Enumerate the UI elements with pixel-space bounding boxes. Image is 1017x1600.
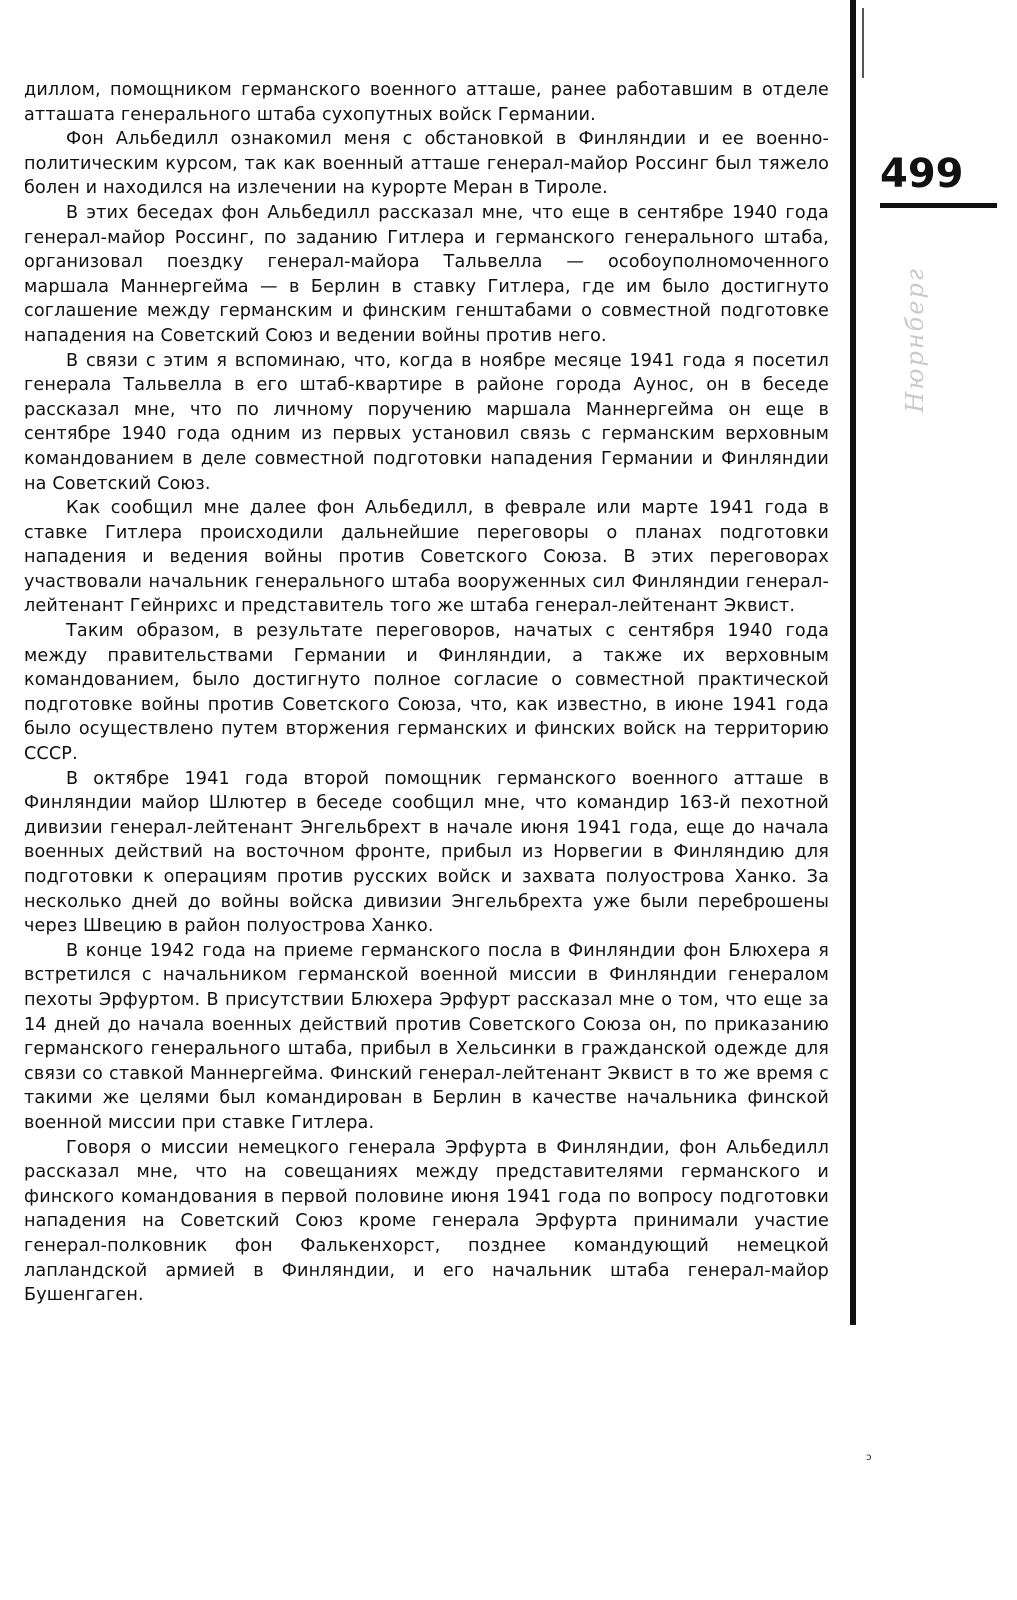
- paragraph-4: В связи с этим я вспоминаю, что, когда в ноябре месяце 1941 года я посетил генерала Тальвелла в его штаб-квартире в районе города Аунос, он в беседе рассказал мне, что по личному поручению маршала Маннергейма он еще в сентябре 1940 года одним из первых установил связь с германским верховным командованием в деле совместной подготовки нападения Германии и Финляндии на Советский Союз.: [24, 350, 829, 494]
- margin-top-rule: [862, 8, 864, 78]
- page-body-text: [24, 78, 829, 1308]
- paragraph-5: Как сообщил мне далее фон Альбедилл, в феврале или марте 1941 года в ставке Гитлера происходили дальнейшие переговоры о планах подготовки нападения и ведения войны против Советского Союза. В этих переговорах участвовали начальник генерального штаба вооруженных сил Финляндии генерал-лейтенант Гейнрихс и представитель того же штаба генерал-лейтенант Эквист.: [24, 498, 829, 617]
- paragraph-1: диллом, помощником германского военного атташе, ранее работавшим в отделе атташата генерального штаба сухопутных войск Германии.: [24, 80, 829, 125]
- paragraph-9: Говоря о миссии немецкого генерала Эрфурта в Финляндии, фон Альбедилл рассказал мне, что на совещаниях между представителями германского и финского командования в первой половине июня 1941 года по вопросу подготовки нападения на Советский Союз кроме генерала Эрфурта принимали участие генерал-полковник фон Фалькенхорст, позднее командующий немецкой лапландской армией в Финляндии, и его начальник штаба генерал-майор Бушенгаген.: [24, 1137, 829, 1306]
- paragraph-3: В этих беседах фон Альбедилл рассказал мне, что еще в сентябре 1940 года генерал-майор Россинг, по заданию Гитлера и германского генерального штаба, организовал поездку генерал-майора Тальвелла — особоуполномоченного маршала Маннергейма — в Берлин в ставку Гитлера, где им было достигнуто соглашение между германским и финским генштабами о совместной подготовке нападения на Советский Союз и ведении войны против него.: [24, 202, 829, 346]
- running-head-text: Нюрнберг: [901, 267, 929, 413]
- paragraph-8: В конце 1942 года на приеме германского посла в Финляндии фон Блюхера я встретился с начальником германской военной миссии в Финляндии генералом пехоты Эрфуртом. В присутствии Блюхера Эрфурт рассказал мне о том, что еще за 14 дней до начала военных действий против Советского Союза он, по приказанию германского генерального штаба, прибыл в Хельсинки в гражданской одежде для связи со ставкой Маннергейма. Финский генерал-лейтенант Эквист в то же время с такими же целями был командирован в Берлин в качестве начальника финской военной миссии при ставке Гитлера.: [24, 940, 829, 1133]
- running-head: [895, 220, 935, 460]
- margin-vertical-rule: [850, 0, 856, 1325]
- paragraph-6: Таким образом, в результате переговоров, начатых с сентября 1940 года между правительствами Германии и Финляндии, а также их верховным командованием, было достигнуто полное согласие о совместной практической подготовке войны против Советского Союза, что, как известно, в июне 1941 года было осуществлено путем вторжения германских и финских войск на территорию СССР.: [24, 621, 829, 765]
- page-number-rule: [880, 203, 997, 208]
- page-number: 499: [880, 151, 964, 197]
- paragraph-7: В октябре 1941 года второй помощник германского военного атташе в Финляндии майор Шлютер в беседе сообщил мне, что командир 163-й пехотной дивизии генерал-лейтенант Энгельбрехт в начале июня 1941 года, еще до начала военных действий на восточном фронте, прибыл из Норвегии в Финляндию для подготовки к операциям против русских войск и захвата полуострова Ханко. За несколько дней до войны войска дивизии Энгельбрехта уже были переброшены через Швецию в район полуострова Ханко.: [24, 768, 829, 937]
- margin-mark: ɔ: [866, 1452, 872, 1463]
- paragraph-2: Фон Альбедилл ознакомил меня с обстановкой в Финляндии и ее военно-политическим курсом, так как военный атташе генерал-майор Россинг был тяжело болен и находился на излечении на курорте Меран в Тироле.: [24, 129, 829, 199]
